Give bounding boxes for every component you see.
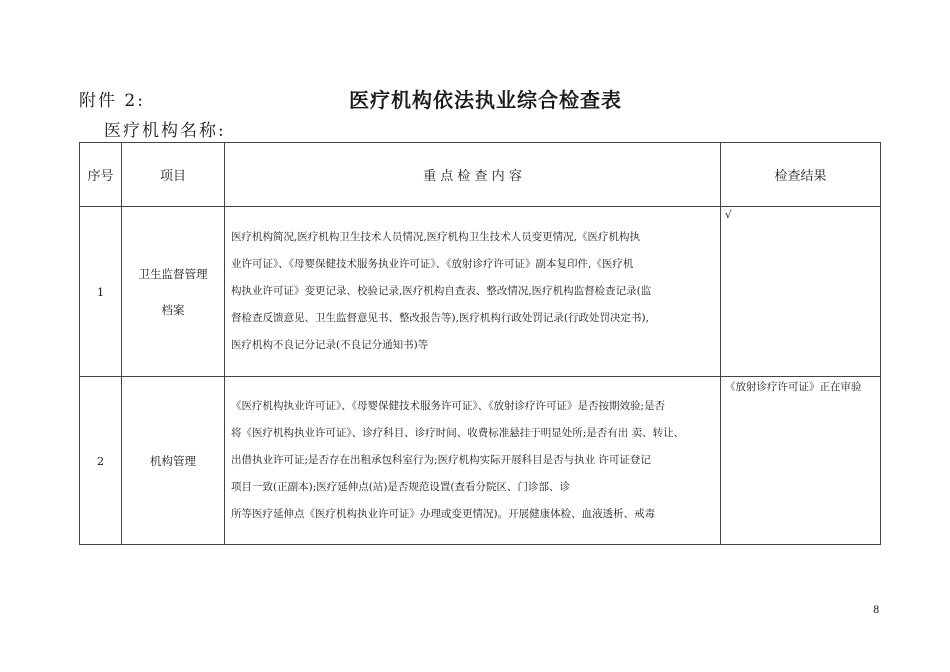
content-line: 将《医疗机构执业许可证》、诊疗科目、诊疗时间、收费标准悬挂于明显处所;是否有出 卖、转让、: [231, 427, 685, 439]
row-item: [122, 207, 225, 377]
content-line: 业许可证》、《母婴保健技术服务执业许可证》、《放射诊疗许可证》副本复印件,《医疗机: [231, 258, 634, 270]
page-number: 8: [873, 605, 880, 616]
content-line: 出借执业许可证;是否存在出租承包科室行为;医疗机构实际开展科目是否与执业 许可证登记: [231, 454, 651, 466]
content-line: 医疗机构简况,医疗机构卫生技术人员情况,医疗机构卫生技术人员变更情况,《医疗机构执: [231, 231, 641, 243]
row-index: 1: [80, 207, 122, 377]
row-result: 《放射诊疗许可证》正在审验: [721, 377, 881, 545]
content-line: 构执业许可证》变更记录、校验记录,医疗机构自查表、整改情况,医疗机构监督检查记录(监: [231, 285, 652, 297]
table-row: [80, 377, 881, 545]
row-result: √: [721, 207, 881, 377]
row-item-line: 卫生监督管理: [138, 266, 208, 281]
row-item-line: 档案: [161, 302, 185, 317]
content-line: 医疗机构不良记分记录(不良记分通知书)等: [231, 339, 429, 351]
content-line: 所等医疗延伸点《医疗机构执业许可证》办理或变更情况)。开展健康体检、血液透析、戒毒: [231, 508, 656, 520]
row-content: [225, 207, 721, 377]
org-name-label: 医疗机构名称:: [104, 121, 226, 141]
row-item-line: 机构管理: [150, 453, 196, 468]
row-item: [122, 377, 225, 545]
content-line: 项目一致(正副本);医疗延伸点(站)是否规范设置(查看分院区、门诊部、诊: [231, 481, 571, 493]
col-header-item: 项目: [122, 143, 225, 207]
col-header-result: 检查结果: [721, 143, 881, 207]
content-line: 督检查反馈意见、卫生监督意见书、整改报告等),医疗机构行政处罚记录(行政处罚决定书),: [231, 312, 649, 324]
inspection-table: [79, 142, 881, 545]
row-content: [225, 377, 721, 545]
table-header-row: [80, 143, 881, 207]
page-title: 医疗机构依法执业综合检查表: [349, 88, 622, 112]
attachment-label: 附件 2:: [79, 91, 145, 111]
col-header-index: 序号: [80, 143, 122, 207]
col-header-content: 重 点 检 查 内 容: [225, 143, 721, 207]
row-index: 2: [80, 377, 122, 545]
table-row: [80, 207, 881, 377]
content-line: 《医疗机构执业许可证》、《母婴保健技术服务许可证》、《放射诊疗许可证》是否按期效验;是否: [231, 400, 666, 412]
